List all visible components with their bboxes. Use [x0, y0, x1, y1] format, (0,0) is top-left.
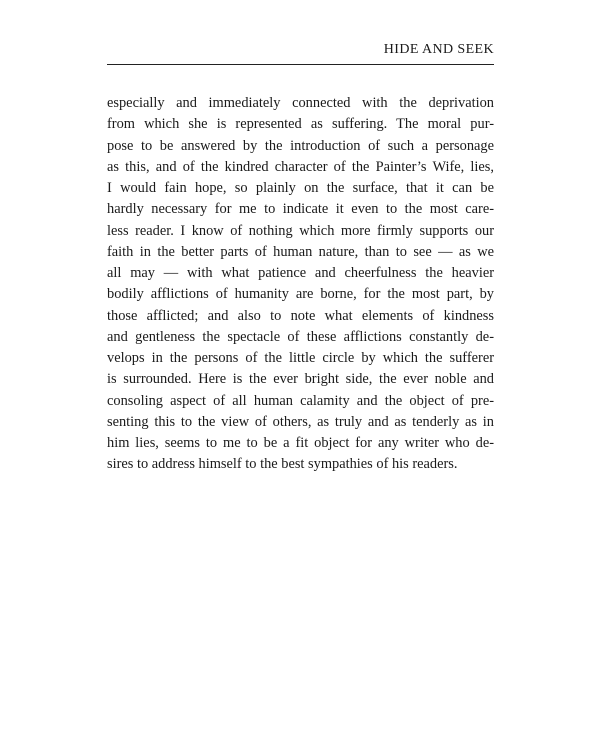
- text-line: from which she is represented as suffering. The moral pur-: [107, 116, 494, 133]
- text-line: consoling aspect of all human calamity and the object of pre-: [107, 392, 494, 409]
- text-line: those afflicted; and also to note what elements of kindness: [107, 307, 494, 324]
- text-line: him lies, seems to me to be a fit object for any writer who de-: [107, 435, 494, 451]
- running-head-title: HIDE AND SEEK: [383, 42, 494, 57]
- running-head: [107, 40, 494, 65]
- text-line: bodily afflictions of humanity are borne, for the most part, by: [107, 286, 494, 303]
- text-line: velops in the persons of the little circle by which the sufferer: [107, 350, 494, 366]
- text-line: less reader. I know of nothing which more firmly supports our: [107, 222, 494, 239]
- text-line: is surrounded. Here is the ever bright side, the ever noble and: [107, 371, 494, 388]
- text-line: and gentleness the spectacle of these afflictions constantly de-: [107, 328, 494, 345]
- text-line: senting this to the view of others, as truly and as tenderly as in: [107, 413, 494, 430]
- text-line: especially and immediately connected with the deprivation: [107, 95, 494, 111]
- text-line: faith in the better parts of human nature, than to see — as we: [107, 243, 494, 260]
- text-line: I would fain hope, so plainly on the surface, that it can be: [107, 180, 494, 196]
- body-paragraph: [107, 93, 494, 476]
- text-line: as this, and of the kindred character of the Painter’s Wife, lies,: [107, 158, 494, 175]
- text-line: sires to address himself to the best sympathies of his readers.: [107, 456, 458, 473]
- text-line: pose to be answered by the introduction of such a personage: [107, 137, 494, 154]
- text-line: all may — with what patience and cheerfulness the heavier: [107, 265, 494, 281]
- text-line: hardly necessary for me to indicate it even to the most care-: [107, 201, 494, 218]
